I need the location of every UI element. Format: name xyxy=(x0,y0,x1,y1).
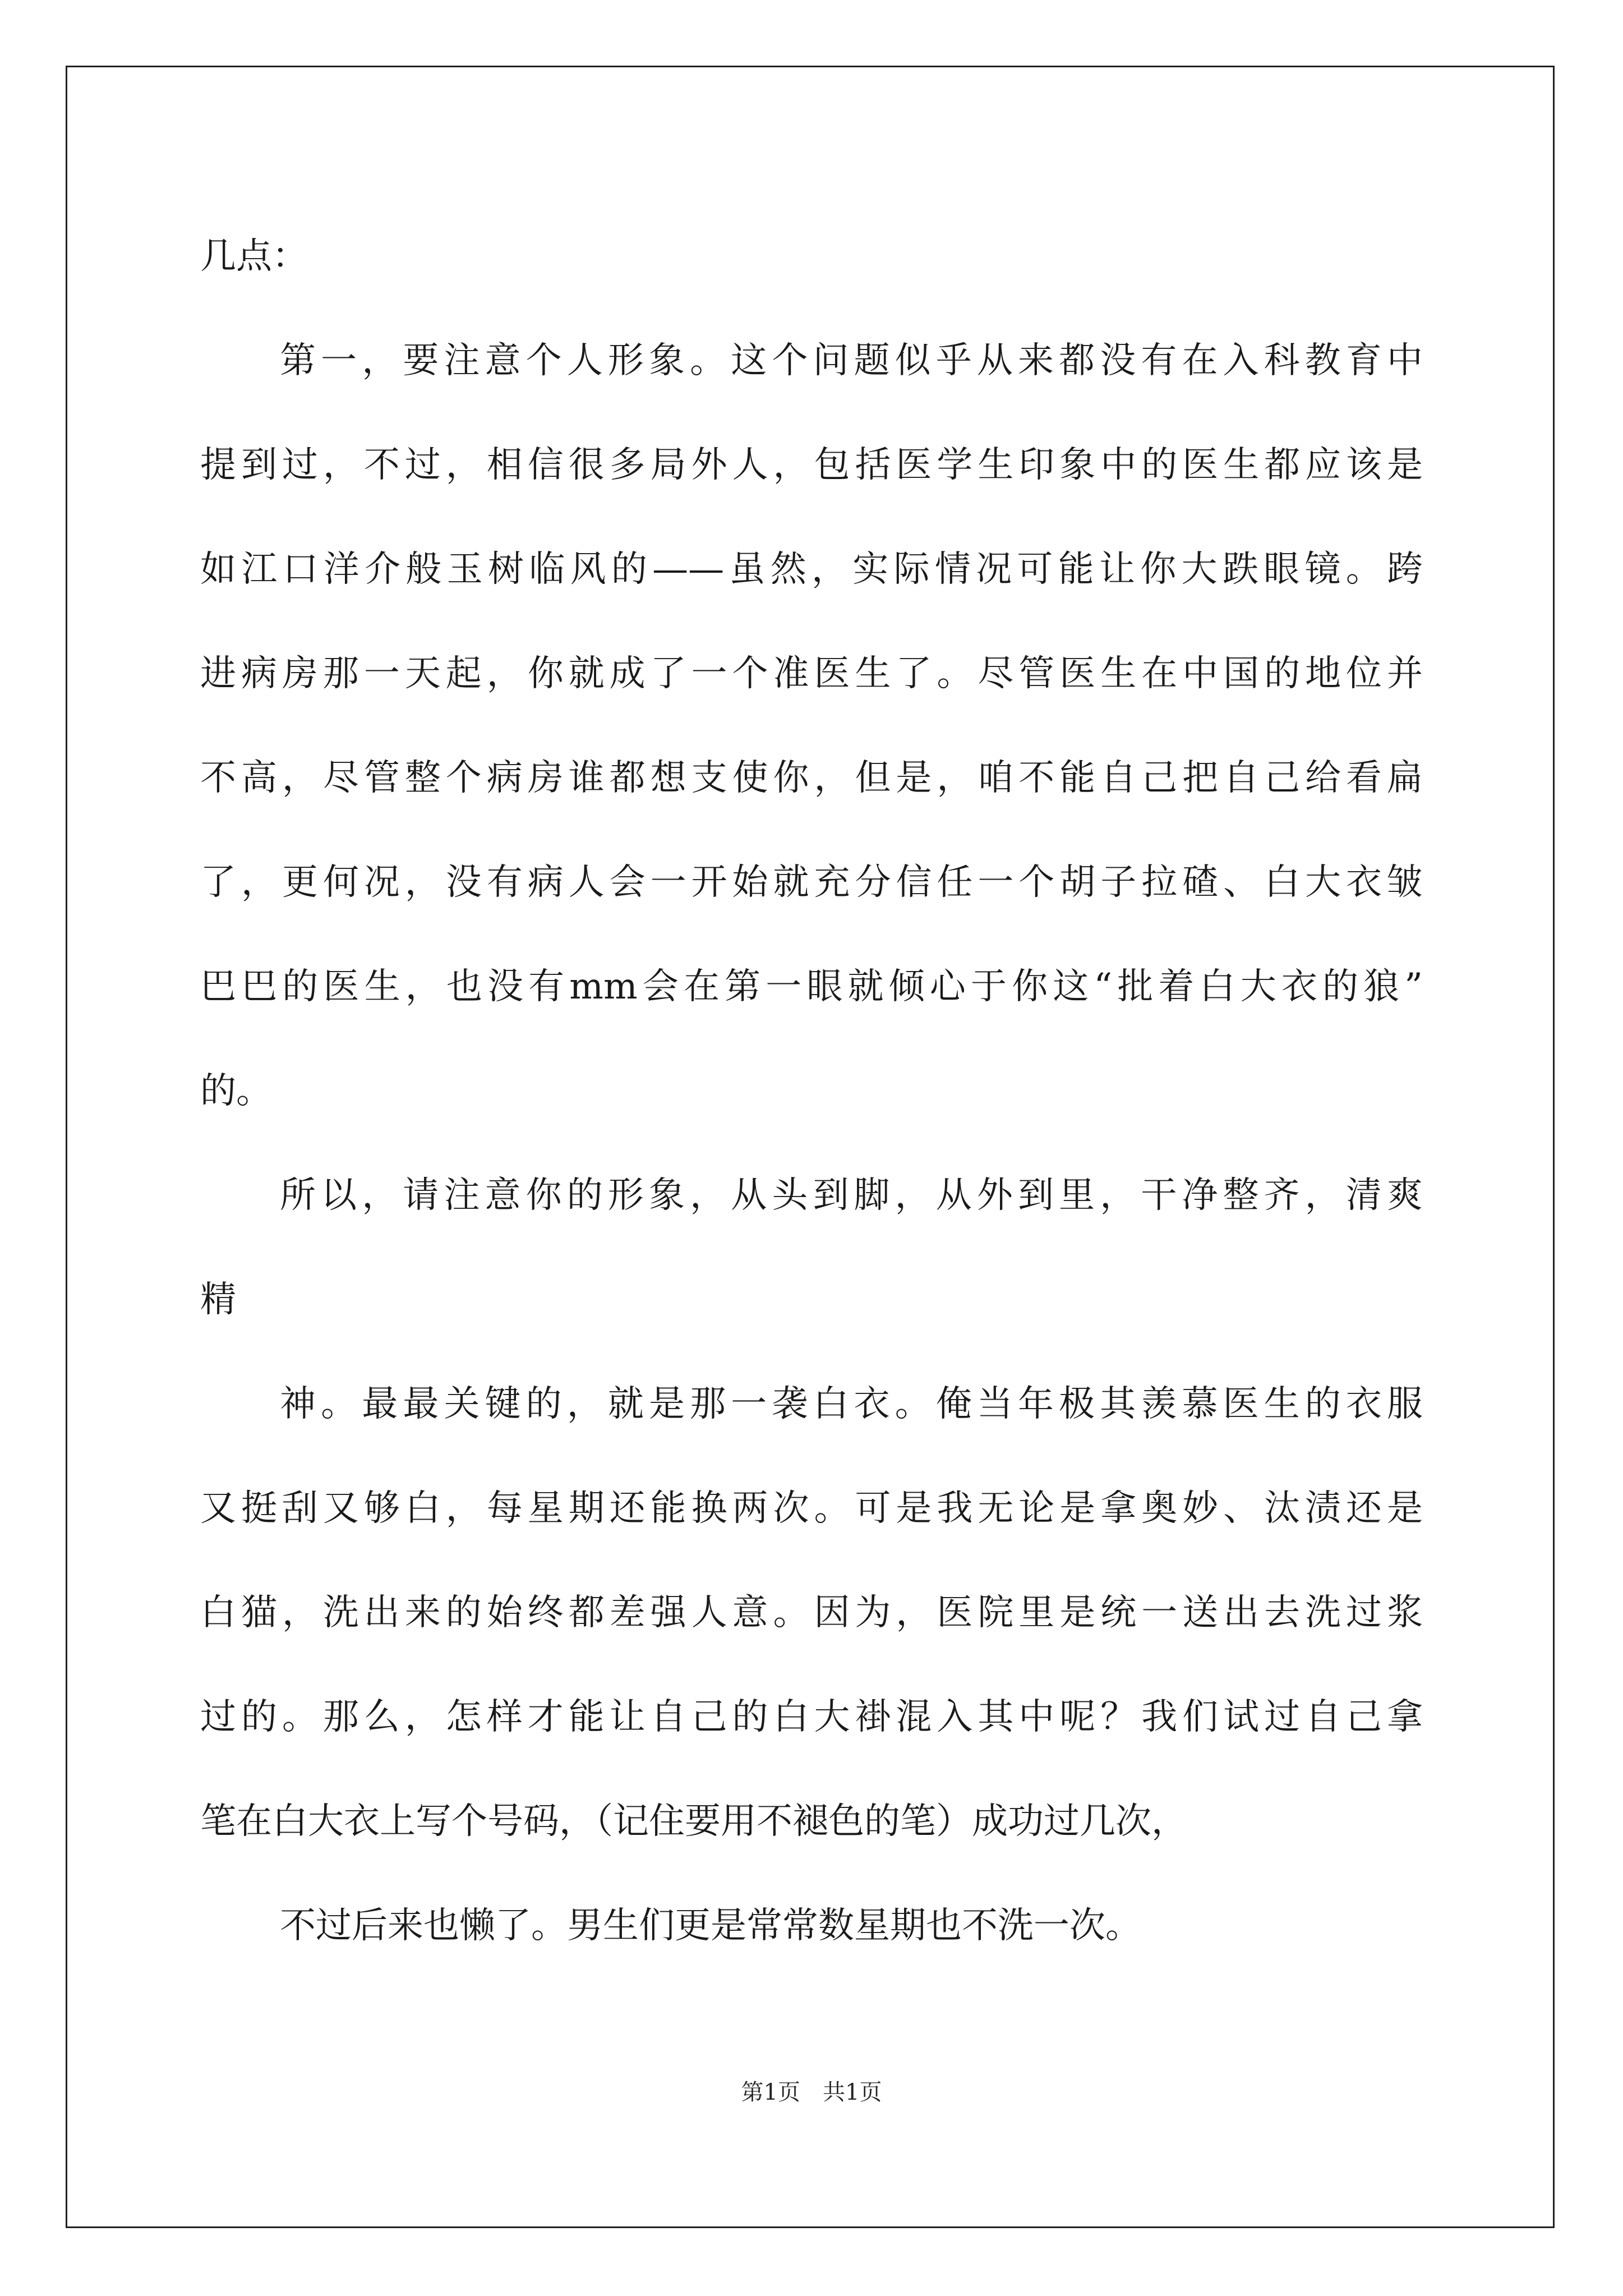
text-line: 进病房那一天起，你就成了一个准医生了。尽管医生在中国的地位并 xyxy=(200,653,1423,694)
text-line: 几点： xyxy=(200,236,308,277)
text-line: 的。 xyxy=(200,1070,272,1112)
text-line: 过的。那么，怎样才能让自己的白大褂混入其中呢？我们试过自己拿 xyxy=(200,1696,1423,1738)
text-line: 笔在白大衣上写个号码，（记住要用不褪色的笔）成功过几次， xyxy=(200,1801,1187,1842)
text-line: 又挺刮又够白，每星期还能换两次。可是我无论是拿奥妙、汰渍还是 xyxy=(200,1488,1423,1529)
text-line: 白猫，洗出来的始终都差强人意。因为，医院里是统一送出去洗过浆 xyxy=(200,1592,1423,1634)
paragraph-first-line: 不过后来也懒了。男生们更是常常数星期也不洗一次。 xyxy=(280,1905,1141,1947)
text-line: 了，更何况，没有病人会一开始就充分信任一个胡子拉碴、白大衣皱 xyxy=(200,862,1423,903)
text-line: 精 xyxy=(200,1279,236,1320)
text-line: 如江口洋介般玉树临风的——虽然，实际情况可能让你大跌眼镜。跨 xyxy=(200,549,1423,590)
text-line: 提到过，不过，相信很多局外人，包括医学生印象中的医生都应该是 xyxy=(200,444,1423,486)
paragraph-first-line: 所以，请注意你的形象，从头到脚，从外到里，干净整齐，清爽 xyxy=(280,1175,1423,1216)
page-number-footer: 第1页 共1页 xyxy=(741,2079,882,2105)
text-line: 不高，尽管整个病房谁都想支使你，但是，咱不能自己把自己给看扁 xyxy=(200,757,1423,799)
text-line: 巴巴的医生，也没有mm会在第一眼就倾心于你这“批着白大衣的狼” xyxy=(200,966,1423,1007)
paragraph-first-line: 第一，要注意个人形象。这个问题似乎从来都没有在入科教育中 xyxy=(280,340,1423,381)
paragraph-first-line: 神。最最关键的，就是那一袭白衣。俺当年极其羡慕医生的衣服 xyxy=(280,1383,1423,1425)
